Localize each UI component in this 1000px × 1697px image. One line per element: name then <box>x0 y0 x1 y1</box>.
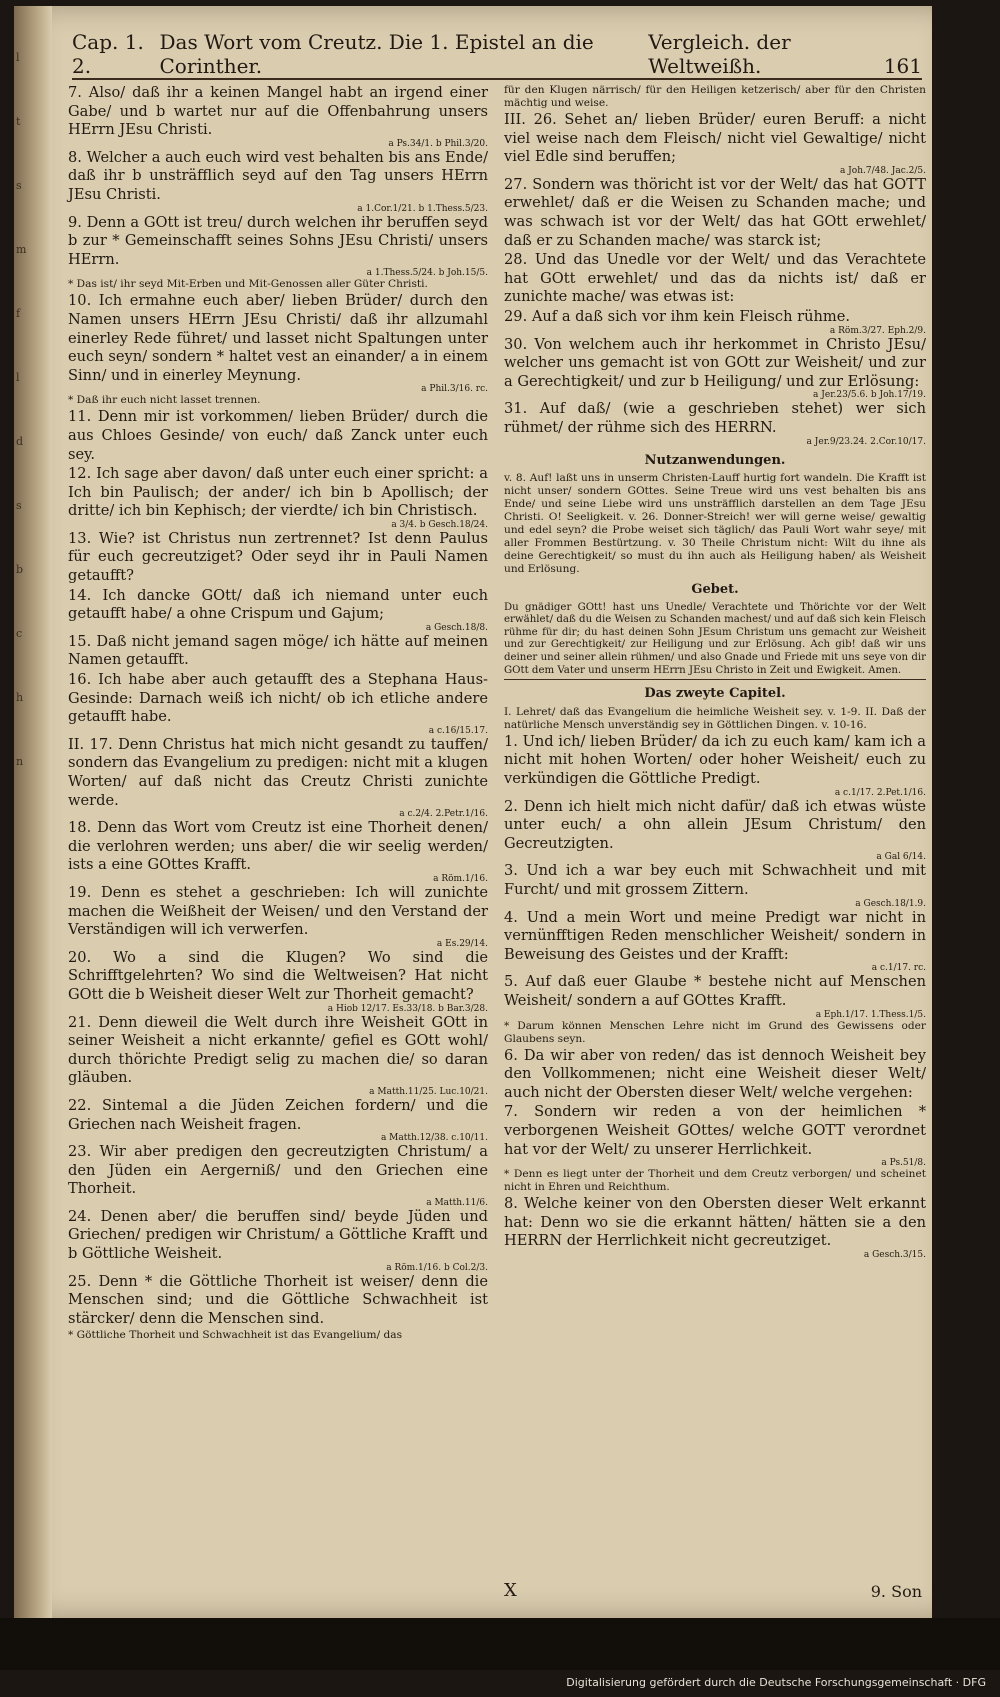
cross-reference: a Phil.3/16. rc. <box>421 384 488 395</box>
nutzanwendungen-heading: Nutzanwendungen. <box>644 452 786 468</box>
verse: 21. Denn dieweil die Welt durch ihre Weisheit GOtt in seiner Weisheit a nicht erkannte/ gefiel es GOtt wohl/ durch thörichte Predigt selig zu machen die/ so daran gläuben. <box>68 1013 488 1087</box>
footnote: für den Klugen närrisch/ für den Heiligen ketzerisch/ aber für den Christen mächtig und weise. <box>504 84 926 109</box>
cross-reference: a c.2/4. 2.Petr.1/16. <box>399 809 488 820</box>
verse: 19. Denn es stehet a geschrieben: Ich will zunichte machen die Weißheit der Weisen/ und den Verstand der Verständigen will ich verwerfen. <box>68 883 488 939</box>
book-page <box>14 6 932 1618</box>
verse: 1. Und ich/ lieben Brüder/ da ich zu euch kam/ kam ich a nicht mit hohen Worten/ oder hoher Weisheit/ euch zu verkündigen die Göttliche Predigt. <box>504 732 926 788</box>
cross-reference: a Matth.12/38. c.10/11. <box>380 1133 488 1144</box>
cross-reference: a c.1/17. 2.Pet.1/16. <box>834 787 926 798</box>
binding-letter: n <box>16 755 24 768</box>
cross-reference: a Röm.1/16. b Col.2/3. <box>386 1262 488 1273</box>
cross-reference: a Ps.51/8. <box>881 1158 926 1169</box>
signature-mark: X <box>504 1580 517 1601</box>
cross-reference: a Matth.11/6. <box>426 1197 488 1208</box>
verse: 2. Denn ich hielt mich nicht dafür/ daß ich etwas wüste unter euch/ a ohn allein JEsum Christum/ den Gecreutzigten. <box>504 797 926 852</box>
verse: 3. Und ich a war bey euch mit Schwachheit und mit Furcht/ und mit grossem Zittern. <box>504 862 926 898</box>
verse: 8. Welche keiner von den Obersten dieser Welt erkannt hat: Denn wo sie die erkannt hätten/ hätten sie a den HERRN der Herrlichkeit nicht gecreutziget. <box>504 1195 926 1250</box>
right-column <box>504 84 926 1260</box>
verse: 14. Ich dancke GOtt/ daß ich niemand unter euch getaufft habe/ a ohne Crispum und Gajum; <box>68 586 488 623</box>
left-column <box>68 84 488 1343</box>
binding-letter: b <box>16 563 24 576</box>
right-verses <box>504 84 926 447</box>
cross-reference: a Jer.23/5.6. b Joh.17/19. <box>813 390 926 401</box>
binding-letter: t <box>16 115 21 128</box>
cross-reference: a c.1/17. rc. <box>871 963 926 974</box>
binding-letter: l <box>16 51 20 64</box>
verse: 11. Denn mir ist vorkommen/ lieben Brüder/ durch die aus Chloes Gesinde/ von euch/ daß Zanck unter euch sey. <box>68 408 488 463</box>
footnote: * Das ist/ ihr seyd Mit-Erben und Mit-Genossen aller Güter Christi. <box>68 278 428 291</box>
gebet-heading: Gebet. <box>691 582 739 598</box>
cross-reference: a Röm.3/27. Eph.2/9. <box>829 325 926 336</box>
footnote: * Daß ihr euch nicht lasset trennen. <box>68 394 261 407</box>
verse: 5. Auf daß euer Glaube * bestehe nicht auf Menschen Weisheit/ sondern a auf GOttes Krafft. <box>504 973 926 1009</box>
cross-reference: a Es.29/14. <box>436 938 488 949</box>
verse: II. 17. Denn Christus hat mich nicht gesandt zu tauffen/ sondern das Evangelium zu predigen: nicht mit a klugen Worten/ auf daß nicht das Creutz Christi zunichte werde. <box>68 735 488 809</box>
cross-reference: a Röm.1/16. <box>433 873 488 884</box>
verse: 25. Denn * die Göttliche Thorheit ist weiser/ denn die Menschen sind; und die Göttliche Schwachheit ist stärcker/ denn die Menschen sind. <box>68 1272 488 1327</box>
verse: 24. Denen aber/ die beruffen sind/ beyde Jüden und Griechen/ predigen wir Christum/ a Göttliche Krafft und b Göttliche Weisheit. <box>68 1207 488 1263</box>
catchword: 9. Son <box>870 1582 922 1601</box>
footnote: * Denn es liegt unter der Thorheit und dem Creutz verborgen/ und scheinet nicht in Ehren und Reichthum. <box>504 1168 926 1194</box>
verse: 28. Und das Unedle vor der Welt/ und das Verachtete hat GOtt erwehlet/ und das da nichts ist/ daß er zunichte mache/ was etwas ist: <box>504 251 926 306</box>
verse: 18. Denn das Wort vom Creutz ist eine Thorheit denen/ die verlohren werden; uns aber/ die wir seelig werden/ ists a eine GOttes Krafft. <box>68 819 488 874</box>
verse: 22. Sintemal a die Jüden Zeichen fordern/ und die Griechen nach Weisheit fragen. <box>68 1096 488 1133</box>
binding-letter: l <box>16 371 20 384</box>
running-header <box>72 30 923 80</box>
verse: 16. Ich habe aber auch getaufft des a Stephana Haus-Gesinde: Darnach weiß ich nicht/ ob ich etliche andere getaufft habe. <box>68 671 488 726</box>
verse: 29. Auf a daß sich vor ihm kein Fleisch rühme. <box>504 307 851 325</box>
scan-bottom-strip <box>0 1618 1000 1670</box>
nutzanwendungen-text: v. 8. Auf! laßt uns in unserm Christen-Lauff hurtig fort wandeln. Die Krafft ist nicht unser/ sondern GOttes. Seine Treue wird uns vest behalten bis ans Ende/ und seine Liebe wird uns unsträfflich darstellen an dem Tage JEsu Christi. O! Seeligkeit. v. 26. Donner-Streich! wer will gerne weise/ gewaltig und edel seyn? die Probe weiset sich täglich/ das Pauli Wort wahr seye/ mit aller Frommen Bestürtzung. v. 30 Theile Christum nicht: Wilt du ihne als deine Gerechtigkeit/ so must du ihn auch als Heiligung haben/ als Weisheit und Erlösung. <box>504 472 926 576</box>
binding-letter: s <box>16 179 22 192</box>
cross-reference: a c.16/15.17. <box>428 725 488 736</box>
verse: 23. Wir aber predigen den gecreutzigten Christum/ a den Jüden ein Aergerniß/ und den Griechen eine Thorheit. <box>68 1143 488 1198</box>
verse: 30. Von welchem auch ihr herkommet in Christo JEsu/ welcher uns gemacht ist von GOtt zur Weisheit/ und zur a Gerechtigkeit/ und zur b Heiligung/ und zur Erlösung: <box>504 335 926 390</box>
verse: 27. Sondern was thöricht ist vor der Welt/ das hat GOTT erwehlet/ daß er die Weisen zu Schanden mache; und was schwach ist vor der Welt/ das hat GOtt erwehlet/ daß er zu Schanden mache/ was starck ist; <box>504 175 926 249</box>
verse: 7. Also/ daß ihr a keinen Mangel habt an irgend einer Gabe/ und b wartet nur auf die Offenbahrung unsers HErrn JEsu Christi. <box>68 84 488 139</box>
binding-letters <box>16 26 30 794</box>
cross-reference: a Gal 6/14. <box>876 852 926 863</box>
cross-reference: a Joh.7/48. Jac.2/5. <box>839 165 926 176</box>
cross-reference: a Gesch.18/1.9. <box>855 898 926 909</box>
verse: 4. Und a mein Wort und meine Predigt war nicht in vernünfftigen Reden menschlicher Weisheit/ sondern in Beweisung des Geistes und der Krafft: <box>504 908 926 963</box>
cross-reference: a Hiob 12/17. Es.33/18. b Bar.3/28. <box>327 1003 488 1014</box>
binding-letter: h <box>16 691 24 704</box>
verse: 13. Wie? ist Christus nun zertrennet? Ist denn Paulus für euch gecreutziget? Oder seyd ihr in Pauli Namen getaufft? <box>68 529 488 585</box>
binding-letter: d <box>16 435 24 448</box>
binding-letter: s <box>16 499 22 512</box>
header-title: Das Wort vom Creutz. Die 1. Epistel an die Corinther. <box>159 30 594 78</box>
verse: 7. Sondern wir reden a von der heimlichen * verborgenen Weisheit GOttes/ welche GOTT verordnet hat vor der Welt/ zu unserer Herrlichkeit. <box>504 1103 926 1158</box>
chapter2-verses <box>504 733 926 1260</box>
footnote: * Göttliche Thorheit und Schwachheit ist das Evangelium/ das <box>68 1329 403 1342</box>
chapter-summary: I. Lehret/ daß das Evangelium die heimliche Weisheit sey. v. 1-9. II. Daß der natürliche Mensch unverständig sey in Göttlichen Dingen. v. 10-16. <box>504 705 926 731</box>
verse: 8. Welcher a auch euch wird vest behalten bis ans Ende/ daß ihr b unsträfflich seyd auf den Tag unsers HErrn JEsu Christi. <box>68 148 488 203</box>
footnote: * Darum können Menschen Lehre nicht im Grund des Gewissens oder Glaubens seyn. <box>504 1019 926 1045</box>
verse: 31. Auf daß/ (wie a geschrieben stehet) wer sich rühmet/ der rühme sich des HERRN. <box>504 400 926 436</box>
digitization-credit: Digitalisierung gefördert durch die Deutsche Forschungsgemeinschaft · DFG <box>566 1676 986 1689</box>
verse: 20. Wo a sind die Klugen? Wo sind die Schrifftgelehrten? Wo sind die Weltweisen? Hat nicht GOtt die b Weisheit dieser Welt zur Thorheit gemacht? <box>68 948 488 1003</box>
cross-reference: a 1.Cor.1/21. b 1.Thess.5/23. <box>357 203 488 214</box>
header-right: Vergleich. der Weltweißh. <box>648 30 791 78</box>
verse: 6. Da wir aber von reden/ das ist dennoch Weisheit bey den Vollkommenen; nicht eine Weisheit dieser Welt/ auch nicht der Obersten dieser Welt/ welche vergehen: <box>504 1046 926 1101</box>
binding-letter: m <box>16 243 27 256</box>
binding-letter: f <box>16 307 21 320</box>
cross-reference: a Eph.1/17. 1.Thess.1/5. <box>815 1009 926 1020</box>
header-cap: Cap. 1. 2. <box>72 30 144 78</box>
gebet-text: Du gnädiger GOtt! hast uns Unedle/ Verachtete und Thörichte vor der Welt erwählet/ daß du die Weisen zu Schanden machest/ und auf daß sich kein Fleisch rühme für dir; du hast deinen Sohn JEsum Christum uns gemacht zur Weisheit und zur Gerechtigkeit/ zur Heiligung und zur Erlösung. Ach gib! daß wir uns deiner und seiner allein rühmen/ und also Gnade und Friede mit uns seye von dir GOtt dem Vater und unserm HErrn JEsu Christo in Zeit und Ewigkeit. Amen. <box>504 602 926 681</box>
verse: III. 26. Sehet an/ lieben Brüder/ euren Beruff: a nicht viel weise nach dem Fleisch/ nicht viel Gewaltige/ nicht viel Edle sind beruffen; <box>504 111 926 166</box>
cross-reference: a Gesch.18/8. <box>425 622 488 633</box>
cross-reference: a Ps.34/1. b Phil.3/20. <box>388 138 488 149</box>
cross-reference: a 3/4. b Gesch.18/24. <box>391 519 488 530</box>
verse: 12. Ich sage aber davon/ daß unter euch einer spricht: a Ich bin Paulisch; der ander/ ich bin b Apollisch; der dritte/ ich bin Kephisch; der vierdte/ ich bin Christisch. <box>68 465 488 520</box>
cross-reference: a Matth.11/25. Luc.10/21. <box>369 1086 488 1097</box>
verse: 15. Daß nicht jemand sagen möge/ ich hätte auf meinen Namen getaufft. <box>68 632 488 669</box>
verse: 10. Ich ermahne euch aber/ lieben Brüder/ durch den Namen unsers HErrn JEsu Christi/ daß ihr allzumahl einerley Rede führet/ und lasset nicht Spaltungen unter euch seyn/ sondern * haltet vest an einander/ a in einem Sinn/ und in einerley Meynung. <box>68 292 488 384</box>
cross-reference: a Jer.9/23.24. 2.Cor.10/17. <box>806 436 926 447</box>
page-number: 161 <box>883 54 923 78</box>
chapter-heading: Das zweyte Capitel. <box>644 686 786 702</box>
binding-letter: c <box>16 627 23 640</box>
cross-reference: a 1.Thess.5/24. b Joh.15/5. <box>366 268 488 279</box>
cross-reference: a Gesch.3/15. <box>863 1249 926 1260</box>
verse: 9. Denn a GOtt ist treu/ durch welchen ihr beruffen seyd b zur * Gemeinschafft seines Sohns JEsu Christi/ unsers HErrn. <box>68 213 488 268</box>
